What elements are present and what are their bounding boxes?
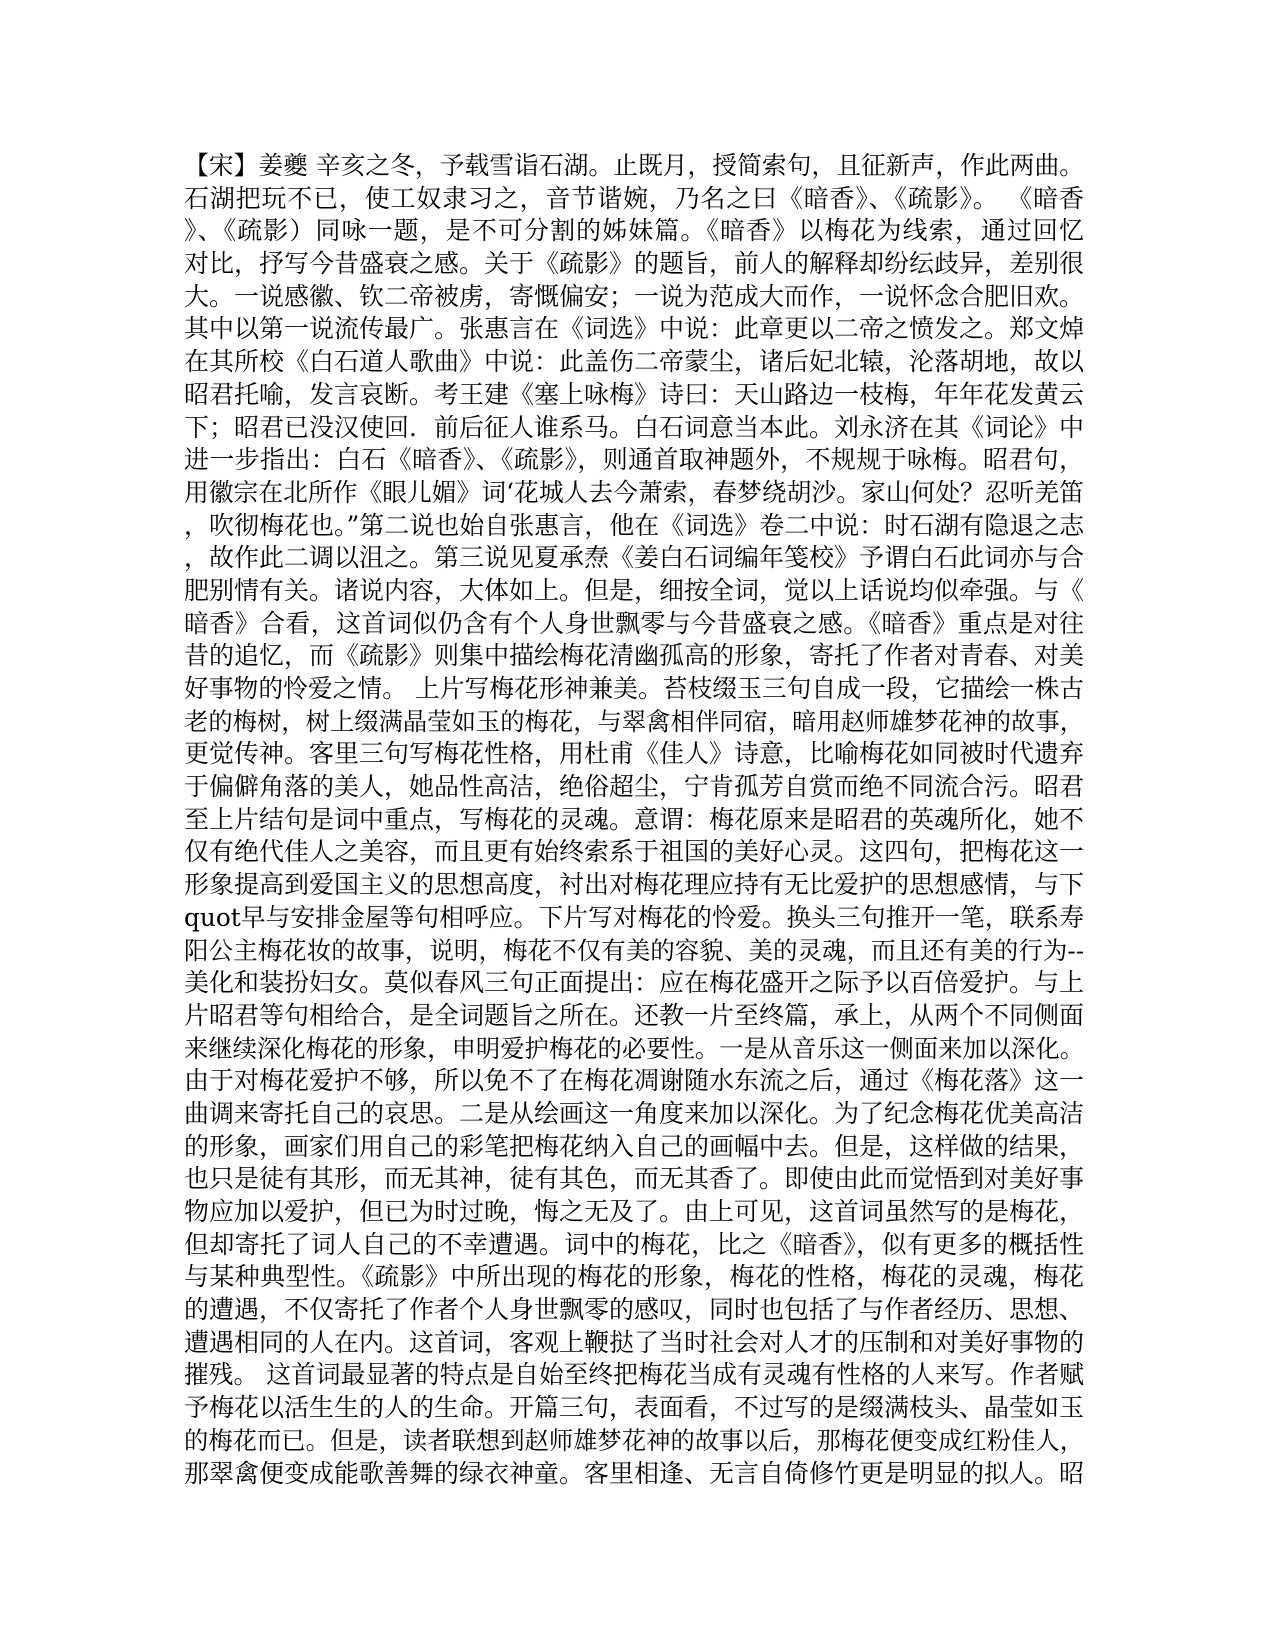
text-line: ，吹彻梅花也。”第二说也始自张惠言，他在《词选》卷二中说：时石湖有隐退之志 — [184, 510, 1085, 540]
text-line: 昔的追忆，而《疏影》则集中描绘梅花清幽孤高的形象，寄托了作者对青春、对美 — [184, 641, 1085, 671]
text-line: 摧残。 这首词最显著的特点是自始至终把梅花当成有灵魂有性格的人来写。作者赋 — [184, 1360, 1084, 1390]
text-line: 大。一说感徽、钦二帝被虏，寄慨偏安；一说为范成大而作，一说怀念合肥旧欢。 — [184, 281, 1085, 311]
text-line: quot早与安排金屋等句相呼应。下片写对梅花的怜爱。换头三句推开一笔，联系寿 — [184, 902, 1084, 932]
text-line: 由于对梅花爱护不够，所以免不了在梅花凋谢随水东流之后，通过《梅花落》这一 — [184, 1066, 1085, 1096]
text-line: 与某种典型性。《疏影》中所出现的梅花的形象，梅花的性格，梅花的灵魂，梅花 — [184, 1262, 1084, 1292]
text-line: 进一步指出：白石《暗香》、《疏影》，则通首取神题外，不规规于咏梅。昭君句， — [184, 445, 1084, 475]
text-line: 于偏僻角落的美人，她品性高洁，绝俗超尘，宁肯孤芳自赏而绝不同流合污。昭君 — [184, 772, 1085, 802]
text-line: 用徽宗在北所作《眼儿媚》词‘花城人去今萧索，春梦绕胡沙。家山何处？忍听羌笛 — [184, 477, 1084, 507]
body-text — [184, 150, 1084, 1490]
text-line: 昭君托喻，发言哀断。考王建《塞上咏梅》诗曰：天山路边一枝梅，年年花发黄云 — [184, 379, 1085, 409]
text-line: 石湖把玩不已，使工奴隶习之，音节谐婉，乃名之曰《暗香》、《疏影》。 《暗香 — [184, 183, 1084, 213]
text-line: 的梅花而已。但是，读者联想到赵师雄梦花神的故事以后，那梅花便变成红粉佳人， — [184, 1425, 1084, 1455]
text-line: 更觉传神。客里三句写梅花性格，用杜甫《佳人》诗意，比喻梅花如同被时代遗弃 — [184, 739, 1085, 769]
text-line: 物应加以爱护，但已为时过晚，悔之无及了。由上可见，这首词虽然写的是梅花， — [184, 1197, 1085, 1226]
text-line: 》、《疏影）同咏一题，是不可分割的姊妹篇。《暗香》以梅花为线索，通过回忆 — [184, 216, 1084, 246]
text-line: 在其所校《白石道人歌曲》中说：此盖伤二帝蒙尘，诸后妃北辕，沦落胡地，故以 — [184, 347, 1085, 377]
text-line: 其中以第一说流传最广。张惠言在《词选》中说：此章更以二帝之愤发之。郑文焯 — [184, 314, 1085, 344]
text-line: 也只是徒有其形，而无其神，徒有其色，而无其香了。即使由此而觉悟到对美好事 — [184, 1164, 1085, 1194]
text-line: 至上片结句是词中重点，写梅花的灵魂。意谓：梅花原来是昭君的英魂所化，她不 — [184, 804, 1085, 834]
text-line: 予梅花以活生生的人的生命。开篇三句，表面看，不过写的是缀满枝头、晶莹如玉 — [184, 1393, 1085, 1423]
text-line: 形象提高到爱国主义的思想高度，衬出对梅花理应持有无比爱护的思想感情，与下 — [184, 870, 1085, 900]
text-line: 仅有绝代佳人之美容，而且更有始终索系于祖国的美好心灵。这四句，把梅花这一 — [184, 837, 1085, 867]
text-line: 肥别情有关。诸说内容，大体如上。但是，细按全词，觉以上话说均似牵强。与《 — [184, 575, 1085, 605]
text-line: 来继续深化梅花的形象，申明爱护梅花的必要性。一是从音乐这一侧面来加以深化。 — [184, 1033, 1084, 1063]
text-line: 下；昭君已没汉使回．前后征人谁系马。白石词意当本此。刘永济在其《词论》中 — [184, 412, 1085, 442]
text-line: ，故作此二调以沮之。第三说见夏承焘《姜白石词编年笺校》予谓白石此词亦与合 — [184, 543, 1085, 573]
text-line: 片昭君等句相给合，是全词题旨之所在。还教一片至终篇，承上，从两个不同侧面 — [184, 1000, 1085, 1030]
text-line: 那翠禽便变成能歌善舞的绿衣神童。客里相逢、无言自倚修竹更是明显的拟人。昭 — [184, 1458, 1085, 1488]
text-line: 对比，抒写今昔盛衰之感。关于《疏影》的题旨，前人的解释却纷纭歧异，差别很 — [184, 249, 1085, 279]
text-line: 但却寄托了词人自己的不幸遭遇。词中的梅花，比之《暗香》，似有更多的概括性 — [184, 1229, 1084, 1259]
text-line: 美化和装扮妇女。莫似春风三句正面提出：应在梅花盛开之际予以百倍爱护。与上 — [184, 968, 1085, 998]
text-line: 遭遇相同的人在内。这首词，客观上鞭挞了当时社会对人才的压制和对美好事物的 — [184, 1327, 1085, 1357]
text-line: 老的梅树，树上缀满晶莹如玉的梅花，与翠禽相伴同宿，暗用赵师雄梦花神的故事， — [184, 706, 1084, 736]
text-line: 【宋】姜夔 辛亥之冬，予载雪诣石湖。止既月，授简索句，且征新声，作此两曲。 — [184, 151, 1084, 180]
text-line: 好事物的怜爱之情。 上片写梅花形神兼美。苔枝缀玉三句自成一段，它描绘一株古 — [184, 674, 1084, 703]
text-line: 暗香》合看，这首词似仍含有个人身世飘零与今昔盛衰之感。《暗香》重点是对往 — [184, 608, 1084, 638]
text-line: 曲调来寄托自己的哀思。二是从绘画这一角度来加以深化。为了纪念梅花优美高洁 — [184, 1098, 1085, 1128]
text-line: 阳公主梅花妆的故事，说明，梅花不仅有美的容貌、美的灵魂，而且还有美的行为-- — [184, 935, 1084, 965]
text-line: 的遭遇，不仅寄托了作者个人身世飘零的感叹，同时也包括了与作者经历、思想、 — [184, 1295, 1085, 1325]
text-line: 的形象，画家们用自己的彩笔把梅花纳入自己的画幅中去。但是，这样做的结果， — [184, 1131, 1085, 1161]
